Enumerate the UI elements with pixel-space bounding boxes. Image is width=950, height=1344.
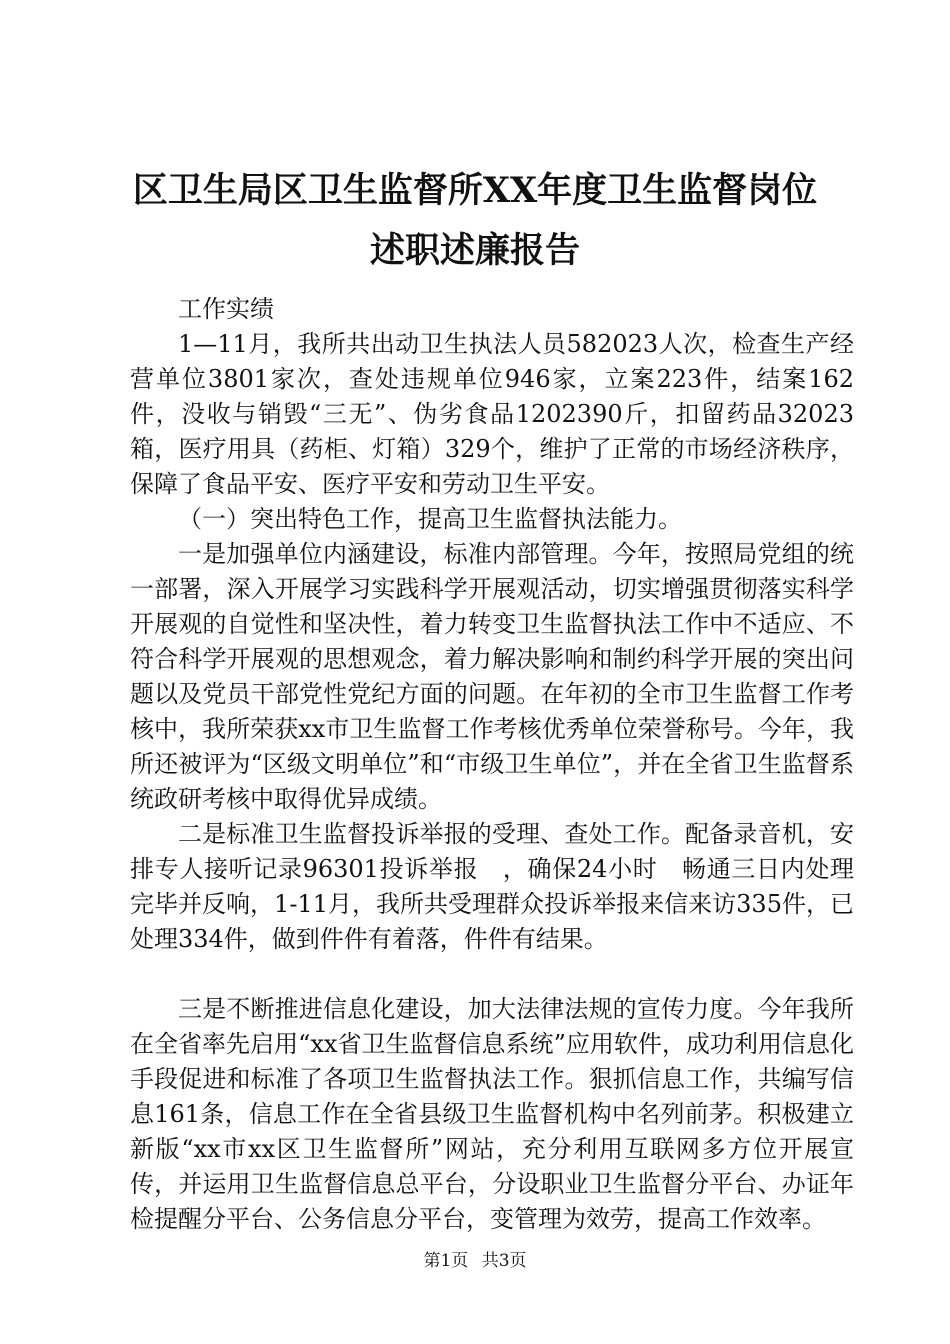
page-footer	[0, 1246, 950, 1271]
page-number-total: 共3页	[481, 1251, 527, 1271]
page-number-current: 第1页	[423, 1251, 469, 1271]
paragraph-summary: 1—11月，我所共出动卫生执法人员582023人次，检查生产经营单位3801家次，查处违规单位946家，立案223件，结案162件，没收与销毁“三无”、伪劣食品1202390斤，扣留药品32023箱，医疗用具（药柜、灯箱）329个，维护了正常的市场经济秩序，保障了食品平安、医疗平安和劳动卫生平安。	[130, 330, 854, 498]
document-title-line-1: 区卫生局区卫生监督所XX年度卫生监督岗位	[132, 170, 818, 211]
paragraph-complaints: 二是标准卫生监督投诉举报的受理、查处工作。配备录音机，安排专人接听记录96301投诉举报 ，确保24小时 畅通三日内处理完毕并反响，1-11月，我所共受理群众投诉举报来信来访335件，已处理334件，做到件件有着落，件件有结果。	[130, 820, 854, 953]
document-title-line-2: 述职述廉报告	[369, 230, 580, 271]
paragraph-internal-building: 一是加强单位内涵建设，标准内部管理。今年，按照局党组的统一部署，深入开展学习实践科学开展观活动，切实增强贯彻落实科学开展观的自觉性和坚决性，着力转变卫生监督执法工作中不适应、不符合科学开展观的思想观念，着力解决影响和制约科学开展的突出问题以及党员干部党性党纪方面的问题。在年初的全市卫生监督工作考核中，我所荣获xx市卫生监督工作考核优秀单位荣誉称号。今年，我所还被评为“区级文明单位”和“市级卫生单位”，并在全省卫生监督系统政研考核中取得优异成绩。	[130, 540, 854, 813]
paragraph-informatization: 三是不断推进信息化建设，加大法律法规的宣传力度。今年我所在全省率先启用“xx省卫生监督信息系统”应用软件，成功利用信息化手段促进和标准了各项卫生监督执法工作。狠抓信息工作，共编写信息161条，信息工作在全省县级卫生监督机构中名列前茅。积极建立新版“xx市xx区卫生监督所”网站，充分利用互联网多方位开展宣传，并运用卫生监督信息总平台，分设职业卫生监督分平台、办证年检提醒分平台、公务信息分平台，变管理为效劳，提高工作效率。	[130, 995, 854, 1233]
document-body	[130, 292, 854, 1237]
paragraph-gap	[130, 957, 854, 992]
section-heading-work-results: 工作实绩	[178, 295, 274, 323]
section-heading-1: （一）突出特色工作，提高卫生监督执法能力。	[178, 505, 682, 533]
